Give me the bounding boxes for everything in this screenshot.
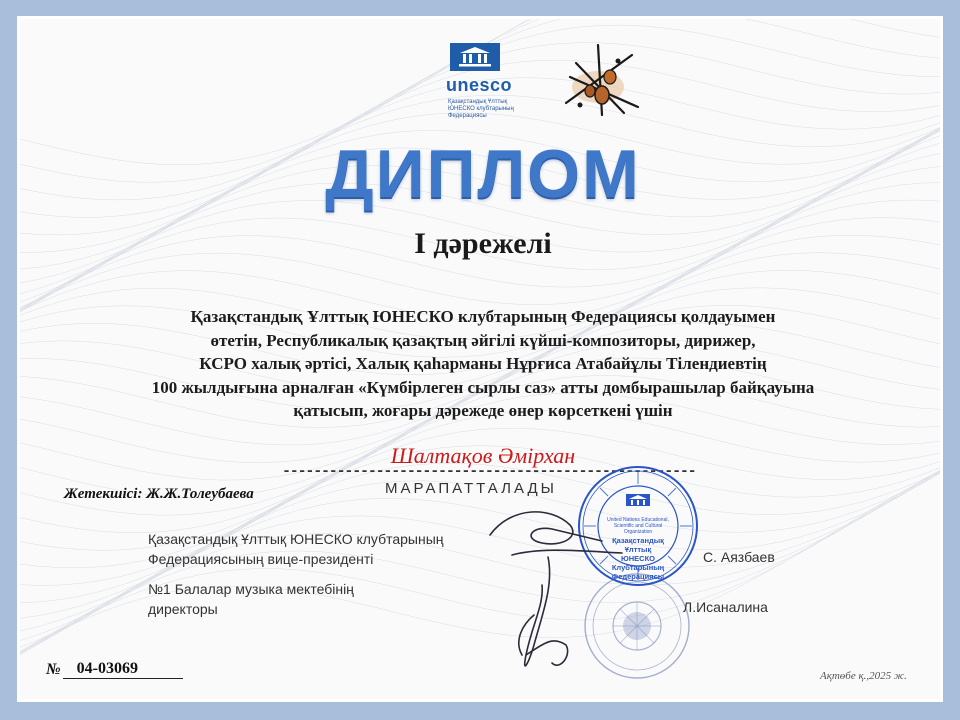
diploma-sheet — [17, 16, 943, 702]
place-date: Ақтөбе қ.,2025 ж. — [820, 670, 907, 682]
signatory-name-2: Л.Исаналина — [683, 599, 768, 615]
diploma-degree: І дәрежелі — [414, 227, 552, 260]
body-line: қатысып, жоғары дәрежеде өнер көрсеткені үшін — [293, 401, 673, 420]
diploma-number — [46, 660, 183, 679]
stamp-center-line: Клубтарының — [611, 563, 665, 572]
unesco-wordmark: unesco — [446, 75, 513, 95]
stamp-small-line: Scientific and Cultural — [613, 523, 663, 529]
recipient-underline: ----------------------------------------------------- — [282, 463, 696, 473]
unesco-subtitle-line: Федерациясы — [448, 113, 487, 119]
body-line: КСРО халық әртісі, Халық қаһарманы Нұрғиса Атабайұлы Тілендиевтің — [199, 354, 767, 373]
dombyra-emblem-icon — [558, 41, 644, 121]
unesco-subtitle — [448, 99, 528, 120]
body-line: 100 жылдығына арналған «Күмбірлеген сырлы саз» атты домбырашылар байқауына — [151, 377, 815, 397]
recipient-name: Шалтақов Әмірхан — [390, 443, 576, 468]
body-line: өтетін, Республикалық қазақтың әйгілі күйші-композиторы, дирижер, — [210, 330, 756, 350]
unesco-temple-icon — [450, 43, 500, 71]
signatory-name-1: С. Аязбаев — [703, 549, 775, 565]
signatory-title-line: №1 Балалар музыка мектебінің — [148, 581, 354, 597]
signatory-title-1 — [148, 529, 444, 569]
signatory-title-2 — [148, 579, 354, 619]
supervisor-line: Жетекшісі: Ж.Ж.Толеубаева — [64, 486, 254, 502]
diploma-body — [100, 305, 866, 423]
stamp-center-line: Қазақстандық Ұлттық — [612, 536, 664, 554]
body-line: Қазақстандық Ұлттық ЮНЕСКО клубтарының Федерациясы қолдауымен — [190, 307, 776, 326]
diploma-title: ДИПЛОМ — [325, 136, 641, 212]
awarded-label: МАРАПАТТАЛАДЫ — [385, 480, 557, 497]
signatory-title-line: директоры — [148, 601, 218, 617]
stamp-center-line: ЮНЕСКО — [621, 554, 655, 563]
signature-icon — [482, 495, 632, 695]
number-value: 04-03069 — [63, 660, 183, 679]
signatory-title-line: Федерациясының вице-президенті — [148, 551, 374, 567]
stamp-center-line: Федерациясы — [611, 572, 665, 581]
unesco-subtitle-line: Қазақстандық Ұлттық — [448, 99, 508, 105]
signatory-title-line: Қазақстандық Ұлттық ЮНЕСКО клубтарының — [148, 531, 444, 547]
number-sign: № — [46, 661, 61, 678]
unesco-subtitle-line: ЮНЕСКО клубтарының — [448, 106, 514, 112]
stamp-small-line: United Nations Educational, — [607, 517, 669, 523]
stamp-small-line: Organization — [623, 529, 653, 535]
